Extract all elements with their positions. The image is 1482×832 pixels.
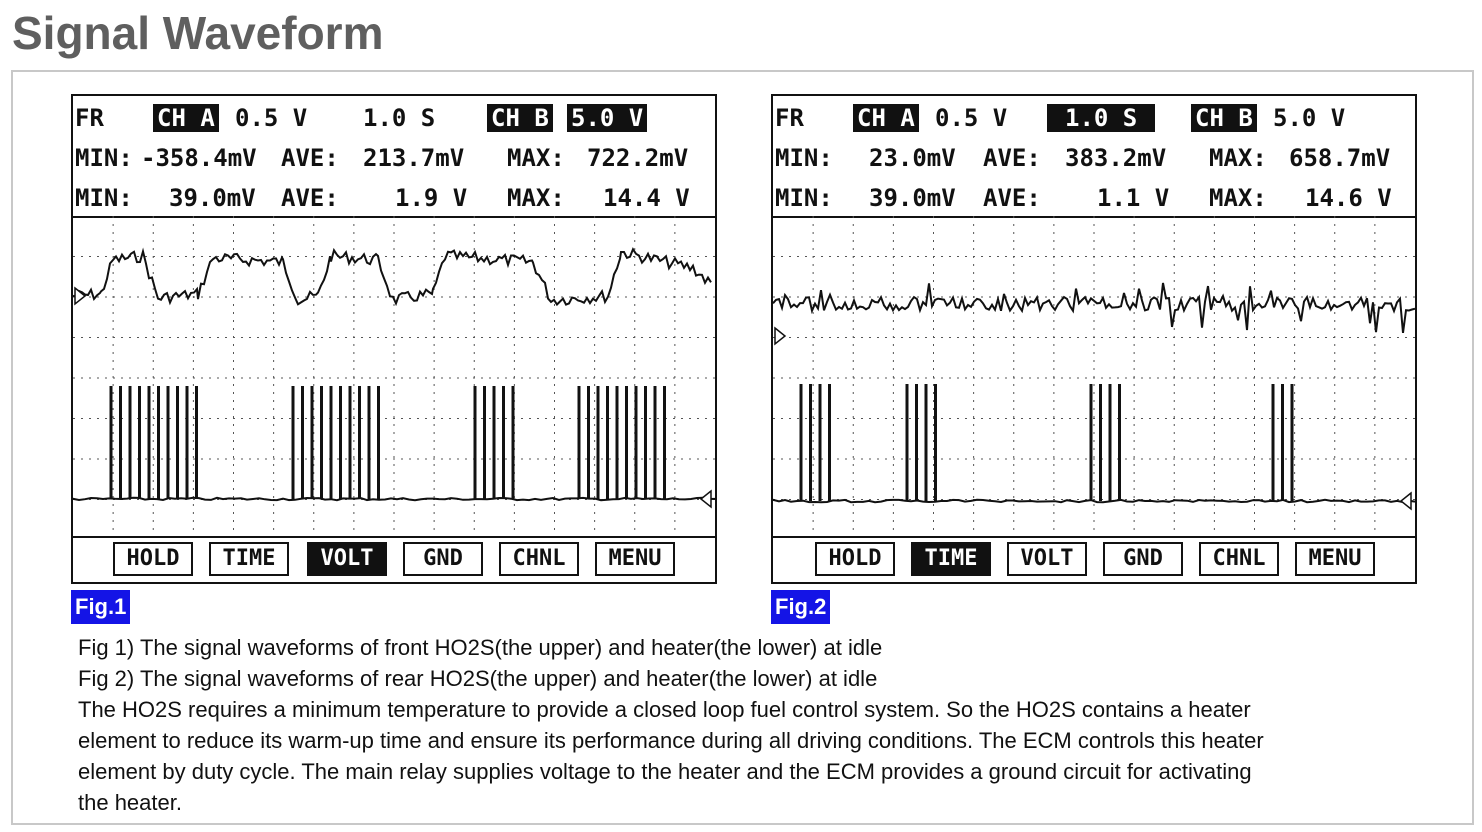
ch-a-min: -358.4mV <box>141 144 257 172</box>
scope-screen-fig1 <box>71 94 717 584</box>
waveform-plot <box>73 216 715 540</box>
ch-a-label: CH A <box>853 104 919 132</box>
caption-line: the heater. <box>78 790 182 815</box>
channel-b-marker-icon <box>1401 493 1411 509</box>
ch-a-max-label: MAX: <box>507 144 565 172</box>
ho2s-trace <box>73 249 711 304</box>
scope-button-bar <box>73 536 715 582</box>
channel-a-marker-icon <box>775 328 785 344</box>
caption-text <box>78 632 1448 818</box>
time-button[interactable]: TIME <box>911 542 991 576</box>
ch-a-ave: 383.2mV <box>1065 144 1167 172</box>
ch-a-ave-label: AVE: <box>983 144 1041 172</box>
time-button[interactable]: TIME <box>209 542 289 576</box>
scope-header <box>773 96 1415 218</box>
grid <box>773 216 1415 540</box>
hold-button[interactable]: HOLD <box>113 542 193 576</box>
fr-label: FR <box>775 104 804 132</box>
ch-b-label: CH B <box>1191 104 1257 132</box>
heater-trace <box>773 500 1415 502</box>
ch-b-ave-label: AVE: <box>281 184 339 212</box>
ch-a-min: 23.0mV <box>869 144 956 172</box>
ch-b-max: 14.4 V <box>603 184 690 212</box>
chnl-button[interactable]: CHNL <box>499 542 579 576</box>
ch-b-ave-label: AVE: <box>983 184 1041 212</box>
time-base: 1.0 S <box>1047 104 1155 132</box>
gnd-button[interactable]: GND <box>403 542 483 576</box>
caption-line: element to reduce its warm-up time and ensure its performance during all driving conditions. The ECM controls this heater <box>78 728 1264 753</box>
scope-header <box>73 96 715 218</box>
ch-b-min: 39.0mV <box>869 184 956 212</box>
ch-a-min-label: MIN: <box>75 144 133 172</box>
channel-b-marker-icon <box>701 491 711 507</box>
ch-a-max: 722.2mV <box>587 144 689 172</box>
fig1-label: Fig.1 <box>71 590 130 624</box>
ch-a-max: 658.7mV <box>1289 144 1391 172</box>
caption-line: Fig 1) The signal waveforms of front HO2S(the upper) and heater(the lower) at idle <box>78 635 883 660</box>
waveform-plot <box>773 216 1415 540</box>
ch-a-ave-label: AVE: <box>281 144 339 172</box>
scope-screen-fig2 <box>771 94 1417 584</box>
ch-a-min-label: MIN: <box>775 144 833 172</box>
menu-button[interactable]: MENU <box>595 542 675 576</box>
ch-a-volt: 0.5 V <box>235 104 308 132</box>
ch-b-min-label: MIN: <box>75 184 133 212</box>
fr-label: FR <box>75 104 104 132</box>
ch-a-ave: 213.7mV <box>363 144 465 172</box>
ch-a-volt: 0.5 V <box>935 104 1008 132</box>
ho2s-trace <box>773 283 1415 333</box>
caption-line: Fig 2) The signal waveforms of rear HO2S(the upper) and heater(the lower) at idle <box>78 666 878 691</box>
ch-b-min-label: MIN: <box>775 184 833 212</box>
ch-a-max-label: MAX: <box>1209 144 1267 172</box>
page-title: Signal Waveform <box>12 7 384 59</box>
volt-button[interactable]: VOLT <box>1007 542 1087 576</box>
ch-b-label: CH B <box>487 104 553 132</box>
caption-line: The HO2S requires a minimum temperature to provide a closed loop fuel control system. So the HO2S contains a heater <box>78 697 1251 722</box>
caption-line: element by duty cycle. The main relay supplies voltage to the heater and the ECM provides a ground circuit for activating <box>78 759 1252 784</box>
menu-button[interactable]: MENU <box>1295 542 1375 576</box>
gnd-button[interactable]: GND <box>1103 542 1183 576</box>
ch-a-label: CH A <box>153 104 219 132</box>
ch-b-ave: 1.1 V <box>1097 184 1170 212</box>
fig2-label: Fig.2 <box>771 590 830 624</box>
ch-b-ave: 1.9 V <box>395 184 468 212</box>
ch-b-volt: 5.0 V <box>1273 104 1346 132</box>
scope-button-bar <box>773 536 1415 582</box>
chnl-button[interactable]: CHNL <box>1199 542 1279 576</box>
ch-b-max-label: MAX: <box>1209 184 1267 212</box>
time-base: 1.0 S <box>363 104 436 132</box>
ch-b-min: 39.0mV <box>169 184 256 212</box>
ch-b-volt: 5.0 V <box>567 104 647 132</box>
volt-button[interactable]: VOLT <box>307 542 387 576</box>
hold-button[interactable]: HOLD <box>815 542 895 576</box>
ch-b-max-label: MAX: <box>507 184 565 212</box>
ch-b-max: 14.6 V <box>1305 184 1392 212</box>
